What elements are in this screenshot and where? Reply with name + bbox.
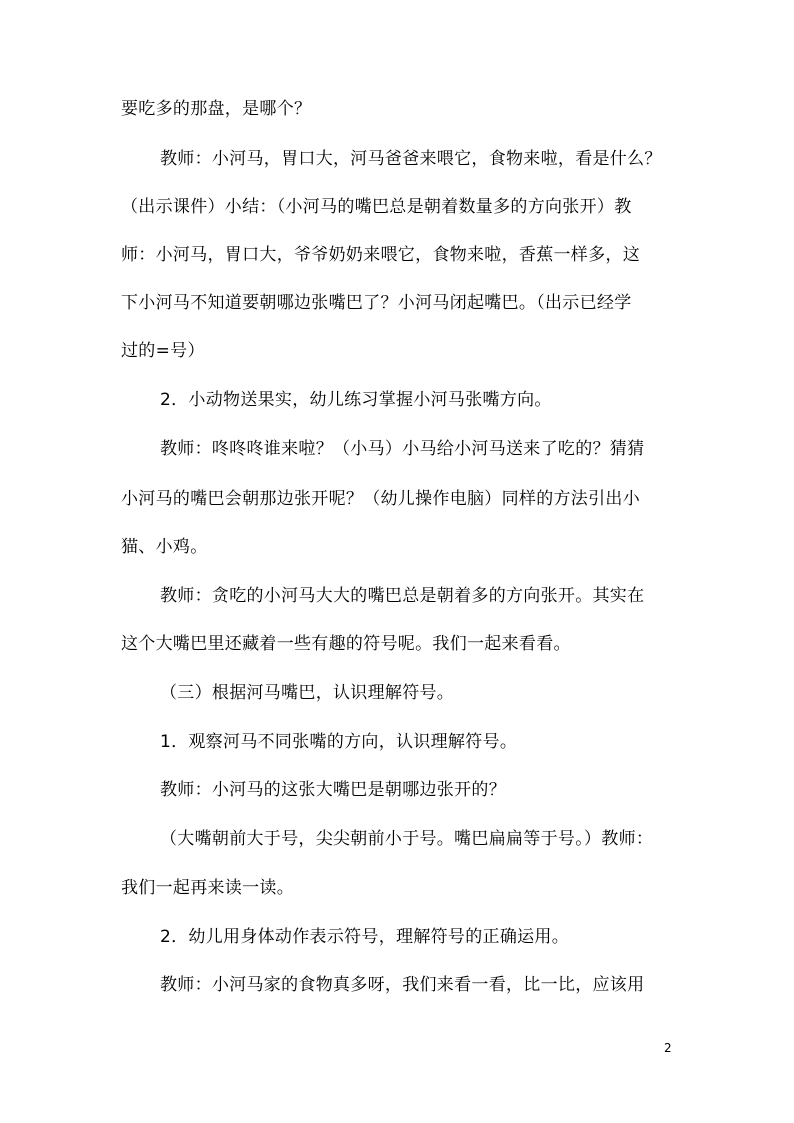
section-item: 1．观察河马不同张嘴的方向，认识理解符号。 bbox=[160, 732, 518, 752]
text-line: （大嘴朝前大于号，尖尖朝前小于号。嘴巴扁扁等于号。）教师： bbox=[160, 829, 654, 849]
text-line: 下小河马不知道要朝哪边张嘴巴了？小河马闭起嘴巴。（出示已经学 bbox=[121, 293, 632, 313]
text-line: 教师：咚咚咚谁来啦？（小马）小马给小河马送来了吃的？猜猜 bbox=[160, 439, 645, 459]
section-item: 2．小动物送果实，幼儿练习掌握小河马张嘴方向。 bbox=[160, 390, 552, 410]
text-line: 教师：小河马的这张大嘴巴是朝哪边张开的？ bbox=[160, 780, 506, 800]
text-line: 我们一起再来读一读。 bbox=[121, 878, 294, 898]
text-line: 教师：贪吃的小河马大大的嘴巴总是朝着多的方向张开。其实在 bbox=[160, 586, 645, 606]
text-line: 过的=号） bbox=[121, 341, 205, 361]
text-line: （出示课件）小结：（小河马的嘴巴总是朝着数量多的方向张开）教 bbox=[121, 197, 632, 217]
section-item: 2．幼儿用身体动作表示符号，理解符号的正确运用。 bbox=[160, 927, 570, 947]
text-line: 教师：小河马，胃口大，河马爸爸来喂它，食物来啦，看是什么？ bbox=[160, 149, 662, 169]
page-number: 2 bbox=[664, 1041, 672, 1055]
text-line: 要吃多的那盘，是哪个？ bbox=[121, 99, 312, 119]
text-line: 师：小河马，胃口大，爷爷奶奶来喂它，食物来啦，香蕉一样多，这 bbox=[121, 245, 640, 265]
text-line: 教师：小河马家的食物真多呀，我们来看一看，比一比，应该用 bbox=[160, 975, 645, 995]
text-line: 猫、小鸡。 bbox=[121, 537, 208, 557]
section-heading: （三）根据河马嘴巴，认识理解符号。 bbox=[160, 683, 455, 703]
text-line: 这个大嘴巴里还藏着一些有趣的符号呢。我们一起来看看。 bbox=[121, 634, 571, 654]
text-line: 小河马的嘴巴会朝那边张开呢？（幼儿操作电脑）同样的方法引出小 bbox=[121, 489, 640, 509]
